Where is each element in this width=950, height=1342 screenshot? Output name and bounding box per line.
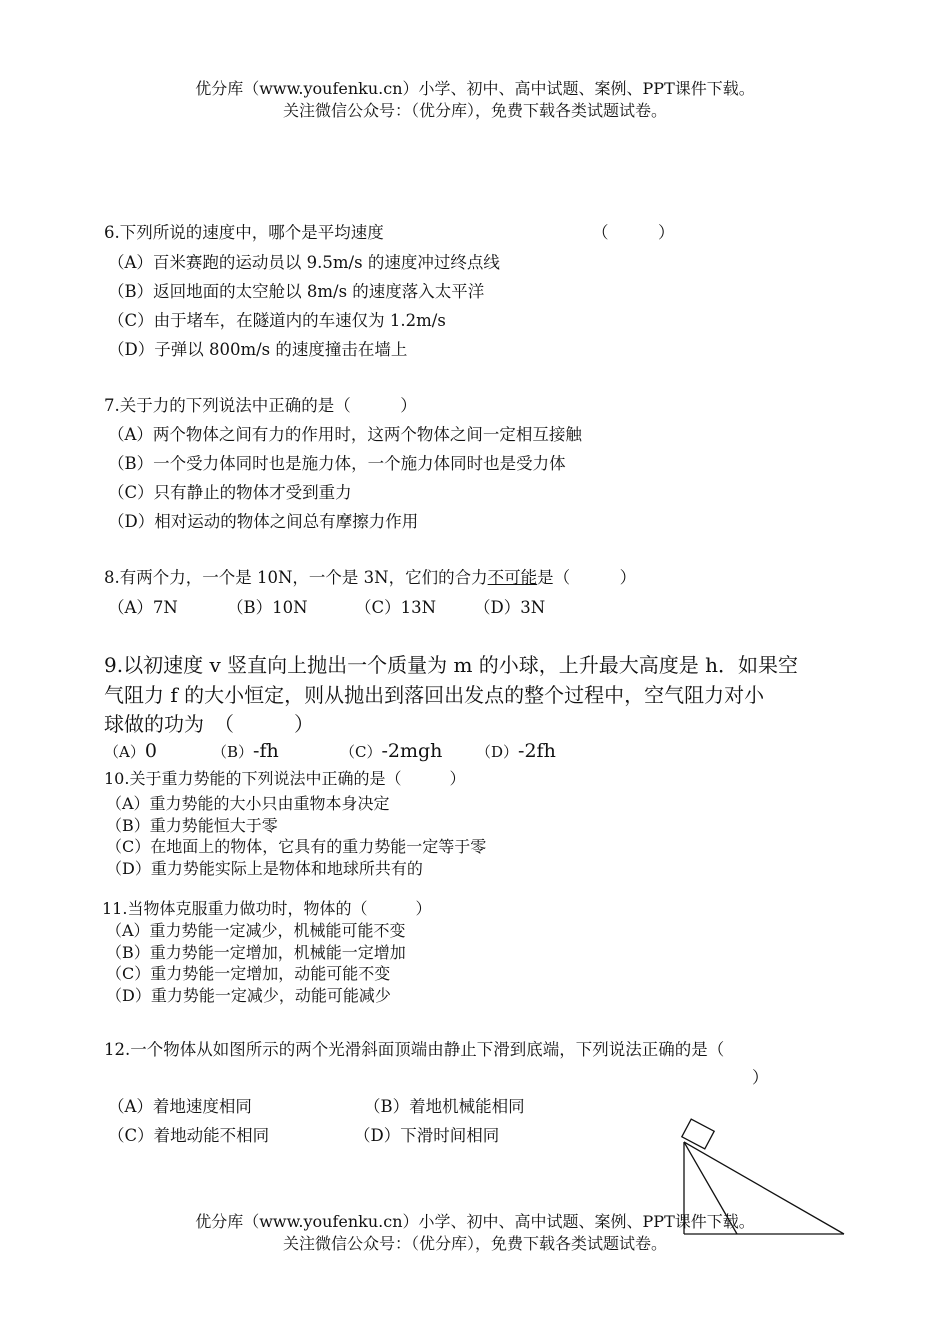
q7-option-a: （A）两个物体之间有力的作用时，这两个物体之间一定相互接触 bbox=[108, 425, 582, 444]
q11-option-d: （D）重力势能一定减少，动能可能减少 bbox=[106, 986, 391, 1005]
q9-option-b bbox=[212, 740, 279, 763]
q9-option-b-label: （B） bbox=[212, 743, 254, 761]
q12-option-a: （A）着地速度相同 bbox=[108, 1097, 252, 1116]
q6-answer-paren: （ ） bbox=[592, 223, 675, 242]
q10-option-a: （A）重力势能的大小只由重物本身决定 bbox=[106, 794, 390, 813]
q7-option-c: （C）只有静止的物体才受到重力 bbox=[108, 483, 352, 502]
q9-option-c-label: （C） bbox=[340, 743, 382, 761]
q8-stem bbox=[104, 567, 636, 589]
q6-option-b: （B）返回地面的太空舱以 8m/s 的速度落入太平洋 bbox=[108, 282, 485, 301]
q9-option-a-value: 0 bbox=[144, 740, 157, 762]
q10-option-c: （C）在地面上的物体，它具有的重力势能一定等于零 bbox=[106, 837, 487, 856]
footer-line-2: 关注微信公众号：（优分库），免费下载各类试题试卷。 bbox=[282, 1234, 667, 1253]
q7-option-d: （D）相对运动的物体之间总有摩擦力作用 bbox=[108, 512, 419, 531]
q8-option-b: （B）10N bbox=[227, 598, 308, 617]
q9-line-3: 球做的功为 （ ） bbox=[104, 712, 314, 736]
q11-stem: 11.当物体克服重力做功时，物体的（ ） bbox=[102, 899, 432, 918]
q9-option-a-label: （A） bbox=[104, 743, 145, 761]
q7-stem: 7.关于力的下列说法中正确的是（ ） bbox=[104, 396, 417, 415]
q9-option-c bbox=[340, 740, 442, 763]
q9-option-c-value: -2mgh bbox=[381, 740, 443, 762]
q7-option-b: （B）一个受力体同时也是施力体，一个施力体同时也是受力体 bbox=[108, 454, 566, 473]
header-line-1: 优分库（www.youfenku.cn）小学、初中、高中试题、案例、PPT课件下载。 bbox=[195, 79, 755, 98]
q11-option-c: （C）重力势能一定增加，动能可能不变 bbox=[106, 964, 391, 983]
q12-option-c: （C）着地动能不相同 bbox=[108, 1126, 270, 1145]
q11-option-b: （B）重力势能一定增加，机械能一定增加 bbox=[106, 943, 406, 962]
q6-option-c: （C）由于堵车，在隧道内的车速仅为 1.2m/s bbox=[108, 311, 446, 330]
q8-option-c: （C）13N bbox=[355, 598, 437, 617]
q9-line-1: 9.以初速度 v 竖直向上抛出一个质量为 m 的小球，上升最大高度是 h．如果空 bbox=[104, 653, 799, 677]
q6-option-a: （A）百米赛跑的运动员以 9.5m/s 的速度冲过终点线 bbox=[108, 253, 500, 272]
q9-option-d-value: -2fh bbox=[518, 740, 556, 762]
q9-option-d-label: （D） bbox=[476, 743, 519, 761]
q11-option-a: （A）重力势能一定减少，机械能可能不变 bbox=[106, 921, 406, 940]
q6-stem: 6.下列所说的速度中，哪个是平均速度 bbox=[104, 223, 384, 242]
q10-option-b: （B）重力势能恒大于零 bbox=[106, 816, 278, 835]
q10-stem: 10.关于重力势能的下列说法中正确的是（ ） bbox=[104, 769, 466, 788]
header-line-2: 关注微信公众号：（优分库），免费下载各类试题试卷。 bbox=[282, 101, 667, 120]
footer-line-1: 优分库（www.youfenku.cn）小学、初中、高中试题、案例、PPT课件下载。 bbox=[195, 1212, 755, 1231]
q12-option-d: （D）下滑时间相同 bbox=[354, 1126, 500, 1145]
q8-stem-underlined: 不可能 bbox=[487, 568, 538, 587]
q8-stem-post: 是（ ） bbox=[537, 568, 637, 587]
q9-option-a bbox=[104, 740, 157, 763]
q12-stem-close: ） bbox=[752, 1068, 769, 1087]
q10-option-d: （D）重力势能实际上是物体和地球所共有的 bbox=[106, 859, 423, 878]
q8-stem-pre: 8.有两个力，一个是 10N，一个是 3N，它们的合力 bbox=[104, 568, 488, 587]
q8-option-a: （A）7N bbox=[108, 598, 178, 617]
q12-option-b: （B）着地机械能相同 bbox=[364, 1097, 525, 1116]
sliding-block bbox=[682, 1119, 714, 1149]
q9-line-2: 气阻力 f 的大小恒定，则从抛出到落回出发点的整个过程中，空气阻力对小 bbox=[104, 683, 765, 707]
q12-stem: 12.一个物体从如图所示的两个光滑斜面顶端由静止下滑到底端，下列说法正确的是（ bbox=[104, 1040, 725, 1059]
q8-option-d: （D）3N bbox=[474, 598, 546, 617]
q9-option-d bbox=[476, 740, 556, 763]
q9-option-b-value: -fh bbox=[253, 740, 279, 762]
q6-option-d: （D）子弹以 800m/s 的速度撞击在墙上 bbox=[108, 340, 408, 359]
